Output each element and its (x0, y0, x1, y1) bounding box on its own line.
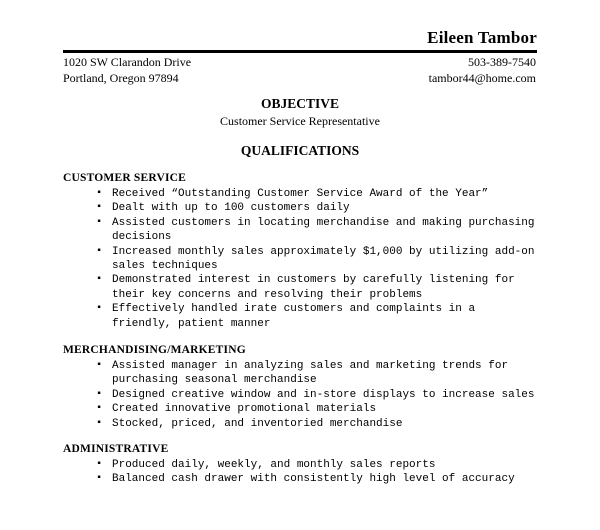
header-rule (63, 50, 537, 53)
list-item: ▪ Balanced cash drawer with consistently high level of accuracy (96, 473, 515, 486)
objective-text: Customer Service Representative (220, 114, 380, 128)
customer-service-list (96, 187, 536, 331)
bullet-icon: ▪ (96, 360, 103, 371)
administrative-list (96, 458, 536, 487)
list-item: ▪ Received “Outstanding Customer Service Award of the Year” (96, 188, 489, 200)
address-line-1: 1020 SW Clarandon Drive (63, 55, 192, 69)
section-title-merchandising-marketing: MERCHANDISING/MARKETING (63, 344, 246, 356)
email-address: tambor44@home.com (428, 71, 536, 85)
bullet-icon: ▪ (96, 188, 103, 199)
bullet-icon: ▪ (96, 459, 103, 470)
applicant-name: Eileen Tambor (427, 28, 537, 47)
list-item: ▪ Assisted customers in locating merchandise and making purchasing decisions (96, 216, 535, 244)
bullet-icon: ▪ (96, 473, 103, 485)
objective-heading: OBJECTIVE (260, 96, 340, 111)
section-title-administrative: ADMINISTRATIVE (63, 443, 169, 455)
bullet-icon: ▪ (96, 216, 103, 228)
address-line-2: Portland, Oregon 97894 (63, 71, 179, 85)
list-item: ▪ Effectively handled irate customers and complaints in a friendly, patient manner (96, 303, 476, 330)
bullet-icon: ▪ (96, 403, 103, 415)
merchandising-marketing-list (96, 359, 536, 431)
list-item: ▪ Demonstrated interest in customers by carefully listening for their key concerns and resolving their problems (96, 274, 515, 301)
address-block (63, 54, 191, 86)
section-title-customer-service: CUSTOMER SERVICE (63, 172, 187, 184)
list-item: ▪ Designed creative window and in-store displays to increase sales (96, 388, 535, 401)
list-item: ▪ Created innovative promotional materials (96, 403, 377, 416)
bullet-icon: ▪ (96, 202, 103, 214)
bullet-icon: ▪ (96, 388, 103, 400)
list-item: ▪ Stocked, priced, and inventoried merchandise (96, 417, 403, 430)
list-item: ▪ Produced daily, weekly, and monthly sales reports (96, 459, 436, 471)
list-item: ▪ Increased monthly sales approximately $1,000 by utilizing add-on sales techniques (96, 245, 535, 273)
bullet-icon: ▪ (96, 274, 103, 286)
qualifications-heading: QUALIFICATIONS (240, 143, 360, 158)
list-item: ▪ Assisted manager in analyzing sales and marketing trends for purchasing seasonal merchandise (96, 360, 509, 387)
bullet-icon: ▪ (96, 303, 103, 315)
bullet-icon: ▪ (96, 417, 103, 429)
phone-number: 503-389-7540 (468, 55, 536, 69)
list-item: ▪ Dealt with up to 100 customers daily (96, 202, 350, 215)
contact-block (429, 54, 536, 86)
bullet-icon: ▪ (96, 245, 103, 257)
